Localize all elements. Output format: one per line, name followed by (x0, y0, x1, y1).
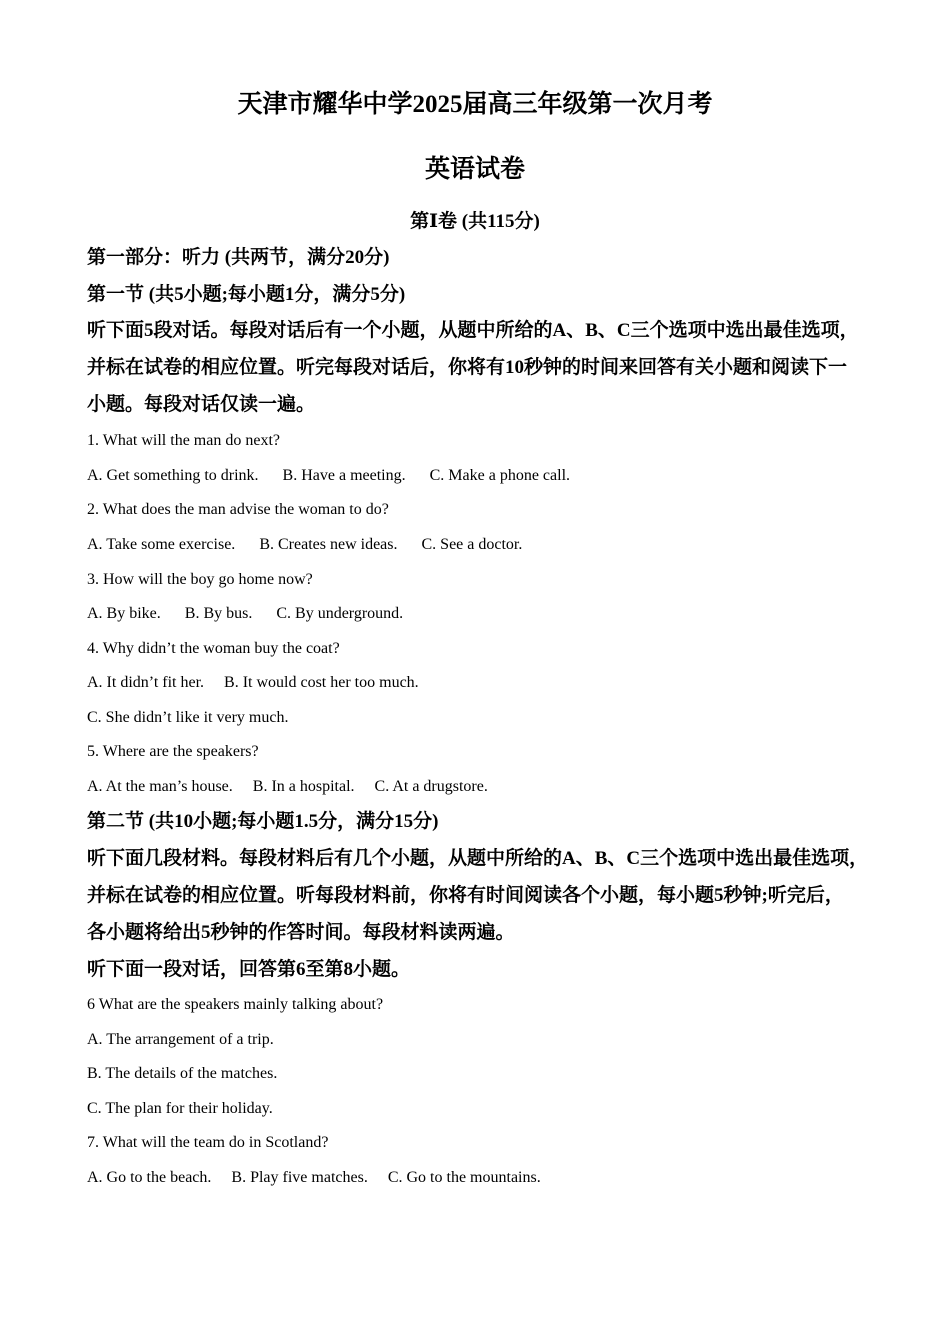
section1-heading: 第一节 (共5小题;每小题1分，满分5分) (87, 284, 406, 305)
exam-subject: 英语试卷 (424, 156, 525, 183)
question-6-option-c: C. The plan for their holiday. (87, 1100, 273, 1117)
instruction-line: 听下面5段对话。每段对话后有一个小题，从题中所给的A、B、C三个选项中选出最佳选项， (87, 320, 859, 341)
question-4-options (87, 672, 887, 694)
volume-heading: 第Ⅰ卷 (共115分) (410, 211, 540, 232)
question-7-options (87, 1167, 887, 1189)
option-c: C. Make a phone call. (429, 467, 571, 484)
instruction-line: 各小题将给出5秒钟的作答时间。每段材料读两遍。 (87, 922, 515, 943)
instruction-line: 并标在试卷的相应位置。听完每段对话后，你将有10秒钟的时间来回答有关小题和阅读下一 (87, 357, 848, 378)
question-5: 5. Where are the speakers? (87, 743, 259, 760)
option-a: A. At the man’s house. (87, 778, 233, 795)
option-a: A. Get something to drink. (87, 467, 259, 484)
question-6-option-b: B. The details of the matches. (87, 1065, 278, 1082)
instruction-line: 并标在试卷的相应位置。听每段材料前，你将有时间阅读各个小题，每小题5秒钟;听完后， (87, 885, 844, 906)
question-4-option-c: C. She didn’t like it very much. (87, 709, 289, 726)
question-7: 7. What will the team do in Scotland? (87, 1134, 329, 1151)
option-c: C. By underground. (276, 605, 404, 622)
question-4: 4. Why didn’t the woman buy the coat? (87, 640, 340, 657)
option-a: A. By bike. (87, 605, 161, 622)
option-b: B. In a hospital. (252, 778, 355, 795)
question-2: 2. What does the man advise the woman to do? (87, 501, 389, 518)
option-b: B. By bus. (184, 605, 253, 622)
question-6-option-a: A. The arrangement of a trip. (87, 1031, 274, 1048)
option-c: C. At a drugstore. (374, 778, 488, 795)
option-b: B. Have a meeting. (282, 467, 406, 484)
question-1: 1. What will the man do next? (87, 432, 280, 449)
question-1-options (87, 465, 887, 487)
part1-heading: 第一部分：听力 (共两节，满分20分) (87, 247, 390, 268)
option-b: B. It would cost her too much. (224, 674, 419, 691)
section2-instructions (87, 846, 877, 957)
sub-instruction: 听下面一段对话，回答第6至第8小题。 (87, 959, 411, 980)
question-3-options (87, 603, 887, 625)
option-a: A. It didn’t fit her. (87, 674, 205, 691)
option-a: A. Take some exercise. (87, 536, 236, 553)
question-5-options (87, 776, 887, 798)
option-c: C. See a doctor. (421, 536, 523, 553)
question-3: 3. How will the boy go home now? (87, 571, 313, 588)
section2-heading: 第二节 (共10小题;每小题1.5分，满分15分) (87, 811, 439, 832)
question-2-options (87, 534, 887, 556)
option-a: A. Go to the beach. (87, 1169, 212, 1186)
section1-instructions (87, 318, 877, 429)
instruction-line: 小题。每段对话仅读一遍。 (87, 394, 316, 415)
exam-title: 天津市耀华中学2025届高三年级第一次月考 (237, 91, 713, 118)
option-b: B. Creates new ideas. (259, 536, 398, 553)
option-c: C. Go to the mountains. (387, 1169, 541, 1186)
option-b: B. Play five matches. (231, 1169, 368, 1186)
question-6: 6 What are the speakers mainly talking about? (87, 996, 384, 1013)
instruction-line: 听下面几段材料。每段材料后有几个小题，从题中所给的A、B、C三个选项中选出最佳选项， (87, 848, 869, 869)
